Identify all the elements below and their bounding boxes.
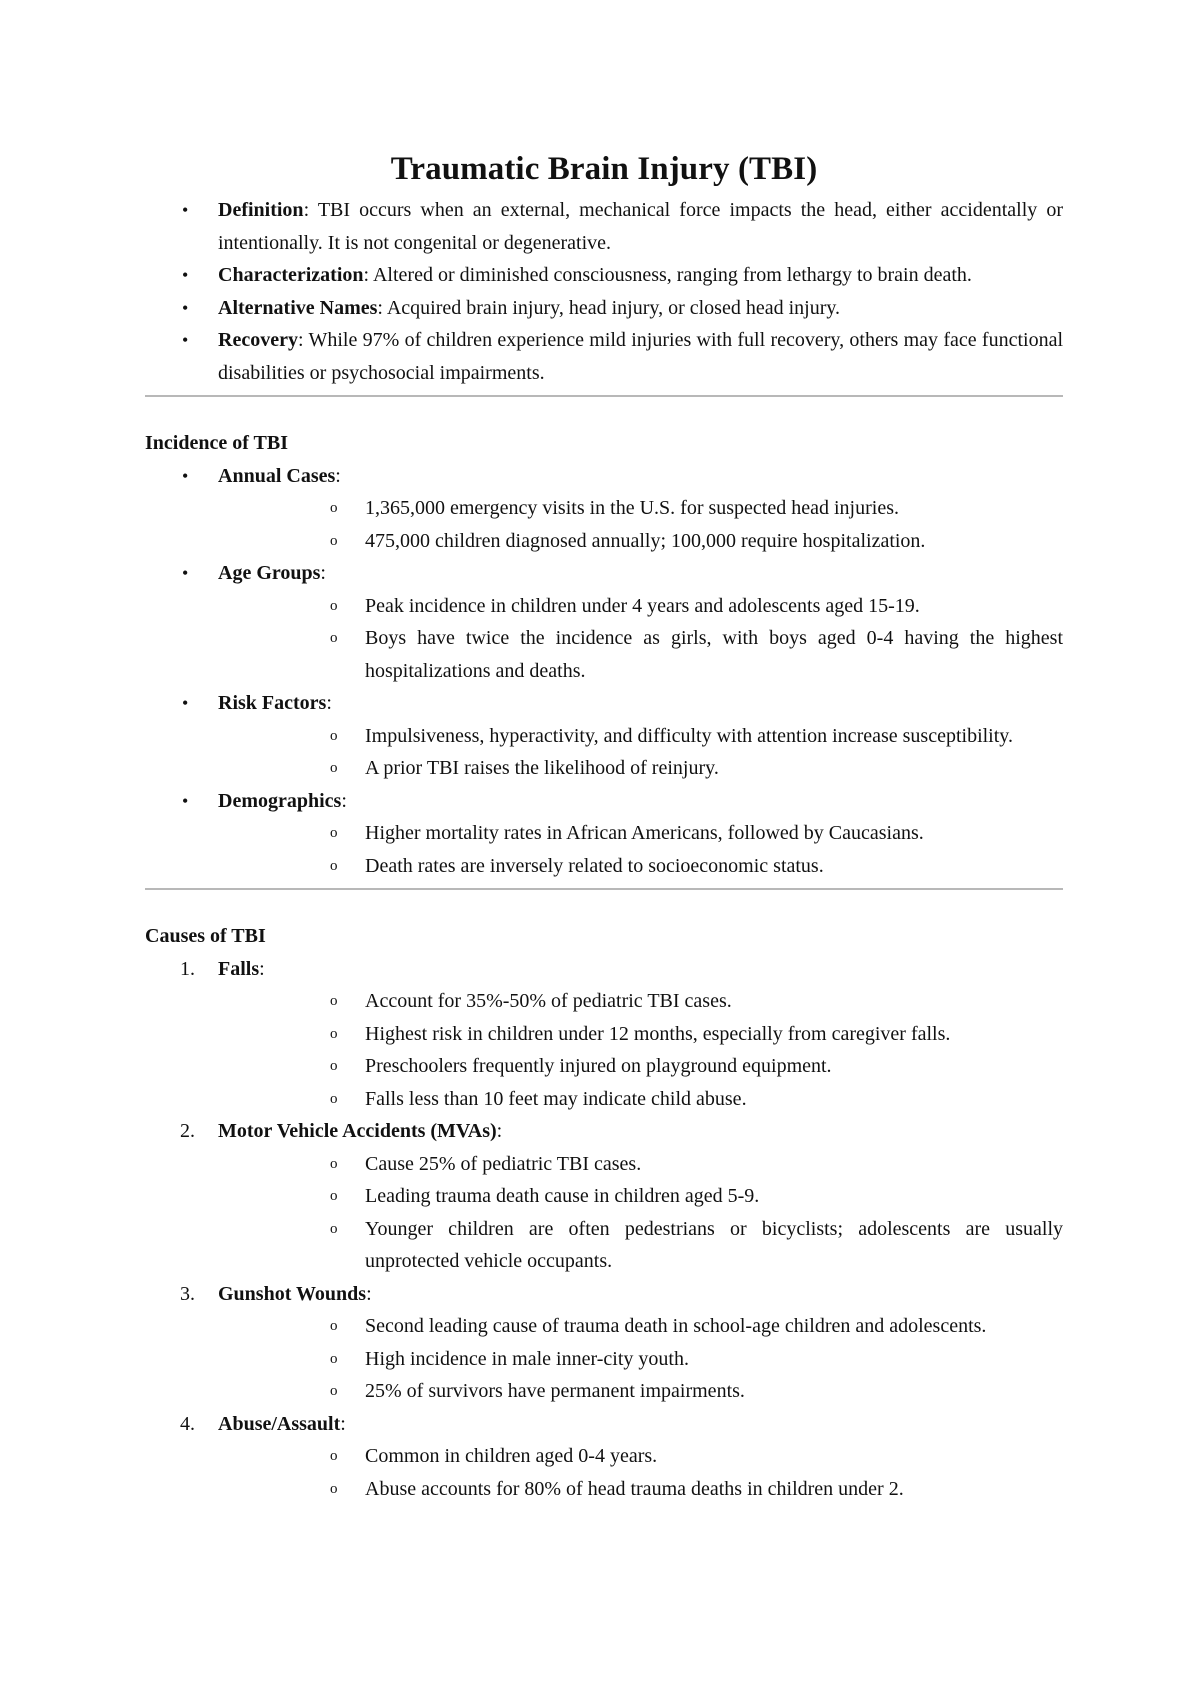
sub-list-item [218,622,1063,687]
sub-bullet-marker: o [330,760,338,776]
sub-bullet-marker: o [330,825,338,841]
sub-bullet-marker: o [330,1318,338,1334]
sub-list-item [218,1375,1063,1408]
sub-item-text: Abuse accounts for 80% of head trauma deaths in children under 2. [365,1477,904,1500]
sub-bullet-marker: o [330,1058,338,1074]
sub-bullet-marker: o [330,1090,338,1107]
item-text: : [259,957,265,980]
sub-list-item [218,1083,1063,1116]
sub-list [218,1148,1063,1278]
item-term: Motor Vehicle Accidents (MVAs) [218,1120,497,1142]
bullet-marker: • [182,200,189,220]
sub-list-item [218,1148,1063,1181]
sub-bullet-marker: o [330,532,338,549]
sub-item-text: Peak incidence in children under 4 years and adolescents aged 15-19. [365,594,920,617]
bullet-item [145,785,1063,883]
bullet-item [145,460,1063,558]
item-text: : While 97% of children experience mild injuries with full recovery, others may face functional disabilities or psychosocial impairments. [218,329,1063,384]
intro-list [145,194,1063,389]
incidence-heading: Incidence of TBI [145,432,288,454]
sub-bullet-marker: o [330,630,338,646]
sub-item-text: Death rates are inversely related to socioeconomic status. [365,854,824,877]
item-text: : Altered or diminished consciousness, ranging from lethargy to brain death. [363,264,972,286]
sub-list-item [218,817,1063,850]
sub-bullet-marker: o [330,1188,338,1204]
list-number: 2. [180,1120,195,1142]
sub-bullet-marker: o [330,857,338,874]
sub-item-text: Younger children are often pedestrians or bicyclists; adolescents are usually unprotected vehicle occupants. [365,1217,1063,1272]
sub-item-text: Higher mortality rates in African Americans, followed by Caucasians. [365,822,924,844]
sub-item-text: A prior TBI raises the likelihood of reinjury. [365,757,719,779]
item-term: Risk Factors [218,692,327,714]
sub-list [218,1440,1063,1505]
bullet-marker: • [182,265,189,285]
sub-item-text: Account for 35%-50% of pediatric TBI cases. [365,990,732,1012]
sub-bullet-marker: o [330,993,338,1009]
item-text: : [320,562,326,584]
sub-bullet-marker: o [330,1448,338,1464]
sub-list-item [218,590,1063,623]
item-term: Characterization [218,264,364,286]
section-divider [145,888,1063,890]
bullet-marker: • [182,330,189,350]
sub-bullet-marker: o [330,727,338,744]
sub-bullet-marker: o [330,1025,338,1042]
sub-item-text: Falls less than 10 feet may indicate child abuse. [365,1087,747,1110]
bullet-item [145,194,1063,259]
sub-list-item [218,1018,1063,1051]
item-term: Alternative Names [218,296,378,319]
sub-list-item [218,492,1063,525]
item-term: Abuse/Assault [218,1412,341,1435]
sub-item-text: Boys have twice the incidence as girls, with boys aged 0-4 having the highest hospitalizations and deaths. [365,627,1063,682]
sub-list-item [218,1473,1063,1506]
bullet-marker: • [182,693,189,713]
sub-list-item [218,752,1063,785]
sub-list-item [218,720,1063,753]
bullet-item [145,687,1063,785]
bullet-marker: • [182,790,189,811]
item-term: Falls [218,957,260,980]
item-text: : [340,1412,346,1435]
sub-item-text: 1,365,000 emergency visits in the U.S. for suspected head injuries. [365,497,899,519]
sub-bullet-marker: o [330,1155,338,1172]
item-term: Demographics [218,789,342,812]
sub-item-text: Cause 25% of pediatric TBI cases. [365,1152,642,1175]
list-number: 3. [180,1282,195,1305]
incidence-list [145,460,1063,883]
causes-heading: Causes of TBI [145,925,266,947]
sub-list-item [218,1180,1063,1213]
item-text: : [366,1282,372,1305]
sub-bullet-marker: o [330,1350,338,1367]
bullet-marker: • [182,297,189,318]
sub-list [218,720,1063,785]
sub-list [218,817,1063,882]
sub-item-text: Impulsiveness, hyperactivity, and difficulty with attention increase susceptibility. [365,724,1013,747]
item-text: : TBI occurs when an external, mechanical force impacts the head, either accidentally or intentionally. It is not congenital or degenerative. [218,199,1063,254]
bullet-item [145,557,1063,687]
section-divider [145,395,1063,397]
list-number: 4. [180,1412,195,1435]
sub-item-text: 25% of survivors have permanent impairments. [365,1380,745,1402]
sub-bullet-marker: o [330,597,338,614]
list-number: 1. [180,957,195,980]
numbered-item [145,953,1063,1116]
sub-list [218,492,1063,557]
sub-list [218,590,1063,688]
sub-list-item [218,985,1063,1018]
bullet-item [145,259,1063,292]
sub-item-text: High incidence in male inner-city youth. [365,1347,689,1370]
page-title: Traumatic Brain Injury (TBI) [390,151,818,187]
item-term: Annual Cases [218,464,336,487]
bullet-item [145,292,1063,325]
sub-list-item [218,850,1063,883]
sub-bullet-marker: o [330,1480,338,1497]
sub-bullet-marker: o [330,1220,338,1237]
sub-list-item [218,1310,1063,1343]
numbered-item [145,1408,1063,1506]
sub-item-text: Preschoolers frequently injured on playground equipment. [365,1055,832,1077]
sub-bullet-marker: o [330,500,338,516]
sub-list-item [218,1343,1063,1376]
item-text: : [335,464,341,487]
sub-list-item [218,1440,1063,1473]
sub-list [218,985,1063,1115]
item-term: Gunshot Wounds [218,1282,367,1305]
document-page [145,148,1063,1505]
sub-item-text: Leading trauma death cause in children aged 5-9. [365,1185,760,1207]
bullet-item [145,324,1063,389]
numbered-item [145,1115,1063,1278]
sub-item-text: 475,000 children diagnosed annually; 100,000 require hospitalization. [365,529,926,552]
item-text: : [496,1120,503,1142]
bullet-marker: • [182,465,189,486]
sub-list [218,1310,1063,1408]
sub-item-text: Highest risk in children under 12 months, especially from caregiver falls. [365,1022,951,1045]
sub-item-text: Second leading cause of trauma death in school-age children and adolescents. [365,1315,987,1337]
sub-list-item [218,1050,1063,1083]
causes-list [145,953,1063,1506]
sub-bullet-marker: o [330,1383,338,1399]
numbered-item [145,1278,1063,1408]
item-text: : [341,789,347,812]
item-term: Recovery [218,329,298,351]
item-term: Age Groups [218,562,321,584]
item-text: : Acquired brain injury, head injury, or closed head injury. [377,296,841,319]
bullet-marker: • [182,563,189,583]
item-term: Definition [218,199,304,221]
sub-item-text: Common in children aged 0-4 years. [365,1445,658,1467]
sub-list-item [218,525,1063,558]
item-text: : [326,692,332,714]
sub-list-item [218,1213,1063,1278]
